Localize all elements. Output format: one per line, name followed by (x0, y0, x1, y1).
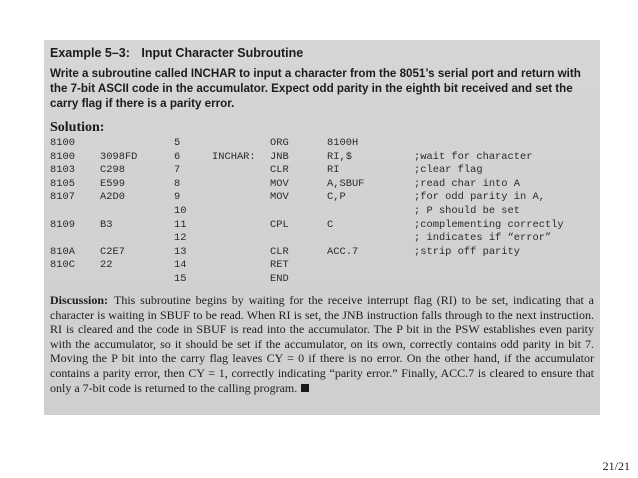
code-address: 8109 (50, 218, 75, 231)
code-address: 8100 (50, 150, 75, 163)
code-address: 8107 (50, 191, 75, 204)
code-address: 8103 (50, 164, 75, 177)
code-line-number: 10 (174, 204, 187, 217)
discussion-paragraph (50, 293, 594, 395)
code-mnemonic: CLR (270, 245, 289, 258)
code-comment: ; P should be set (414, 204, 521, 217)
code-row (50, 178, 595, 192)
code-address: 8100 (50, 137, 75, 149)
code-label: INCHAR: (212, 150, 256, 163)
code-row (50, 259, 595, 273)
example-heading (50, 46, 303, 60)
code-operand: 8100H (327, 137, 359, 149)
example-title: Input Character Subroutine (141, 46, 304, 60)
code-comment: ;for odd parity in A, (414, 191, 545, 204)
code-row (50, 191, 595, 205)
code-object: E599 (100, 177, 125, 190)
code-line-number: 9 (174, 191, 181, 204)
code-row (50, 246, 595, 260)
code-line-number: 14 (174, 259, 187, 272)
problem-statement: Write a subroutine called INCHAR to input a character from the 8051’s serial port and return with the 7-bit ASCII code in the accumulator. Expect odd parity in the eighth bit received and set the carry flag if there is a parity error. (50, 67, 581, 110)
code-mnemonic: JNB (270, 150, 289, 163)
code-operand: ACC.7 (327, 245, 359, 258)
code-mnemonic: MOV (270, 191, 289, 204)
code-operand: C,P (327, 191, 346, 204)
code-object: C2E7 (100, 245, 125, 258)
code-row (50, 219, 595, 233)
code-line-number: 12 (174, 232, 187, 245)
solution-heading: Solution: (50, 120, 105, 135)
code-row (50, 205, 595, 219)
scanned-page (44, 40, 600, 415)
code-object: C298 (100, 164, 125, 177)
code-comment: ;strip off parity (414, 245, 521, 258)
code-comment: ;read char into A (414, 177, 521, 190)
code-line-number: 5 (174, 137, 181, 149)
code-listing (50, 137, 595, 287)
example-label: Example 5–3: (50, 46, 130, 60)
code-operand: A,SBUF (327, 177, 365, 190)
code-object: 3098FD (100, 150, 138, 163)
code-line-number: 13 (174, 245, 187, 258)
code-address: 810C (50, 259, 75, 272)
code-line-number: 6 (174, 150, 181, 163)
code-row (50, 151, 595, 165)
code-comment: ;clear flag (414, 164, 483, 177)
code-address: 8105 (50, 177, 75, 190)
code-object: B3 (100, 218, 113, 231)
code-mnemonic: END (270, 272, 289, 285)
discussion-text: This subroutine begins by waiting for the receive interrupt flag (RI) to be set, indicating that a character is waiting in SBUF to be read. When RI is set, the JNB instruction falls through to the next instruction. RI is cleared and the code in SBUF is read into the accumulator. The P bit in the PSW establishes even parity with the accumulator, so it should be set if the accumulator, on its own, correctly contains odd parity in bit 7. Moving the P bit into the carry flag leaves CY = 0 if there is no error. On the other hand, if the accumulator contains a parity error, then CY = 1, correctly indicating “parity error.” Finally, ACC.7 is cleared to ensure that only a 7-bit code is returned to the calling program. (50, 293, 594, 395)
end-of-example-icon (301, 384, 309, 392)
discussion-label: Discussion: (50, 293, 109, 307)
code-row (50, 232, 595, 246)
code-mnemonic: CLR (270, 164, 289, 177)
code-comment: ;wait for character (414, 150, 533, 163)
code-comment: ; indicates if “error” (414, 232, 552, 245)
code-comment: ;complementing correctly (414, 218, 564, 231)
code-mnemonic: MOV (270, 177, 289, 190)
code-object: 22 (100, 259, 113, 272)
code-object: A2D0 (100, 191, 125, 204)
code-address: 810A (50, 245, 75, 258)
page-number: 21/21 (602, 459, 630, 473)
code-operand: RI (327, 164, 340, 177)
code-line-number: 15 (174, 272, 187, 285)
code-row (50, 164, 595, 178)
code-operand: RI,$ (327, 150, 352, 163)
code-operand: C (327, 218, 334, 231)
code-row (50, 273, 595, 287)
code-line-number: 11 (174, 218, 187, 231)
code-line-number: 7 (174, 164, 181, 177)
code-line-number: 8 (174, 177, 181, 190)
code-row (50, 137, 595, 151)
code-mnemonic: RET (270, 259, 289, 272)
code-mnemonic: CPL (270, 218, 289, 231)
code-mnemonic: ORG (270, 137, 289, 149)
